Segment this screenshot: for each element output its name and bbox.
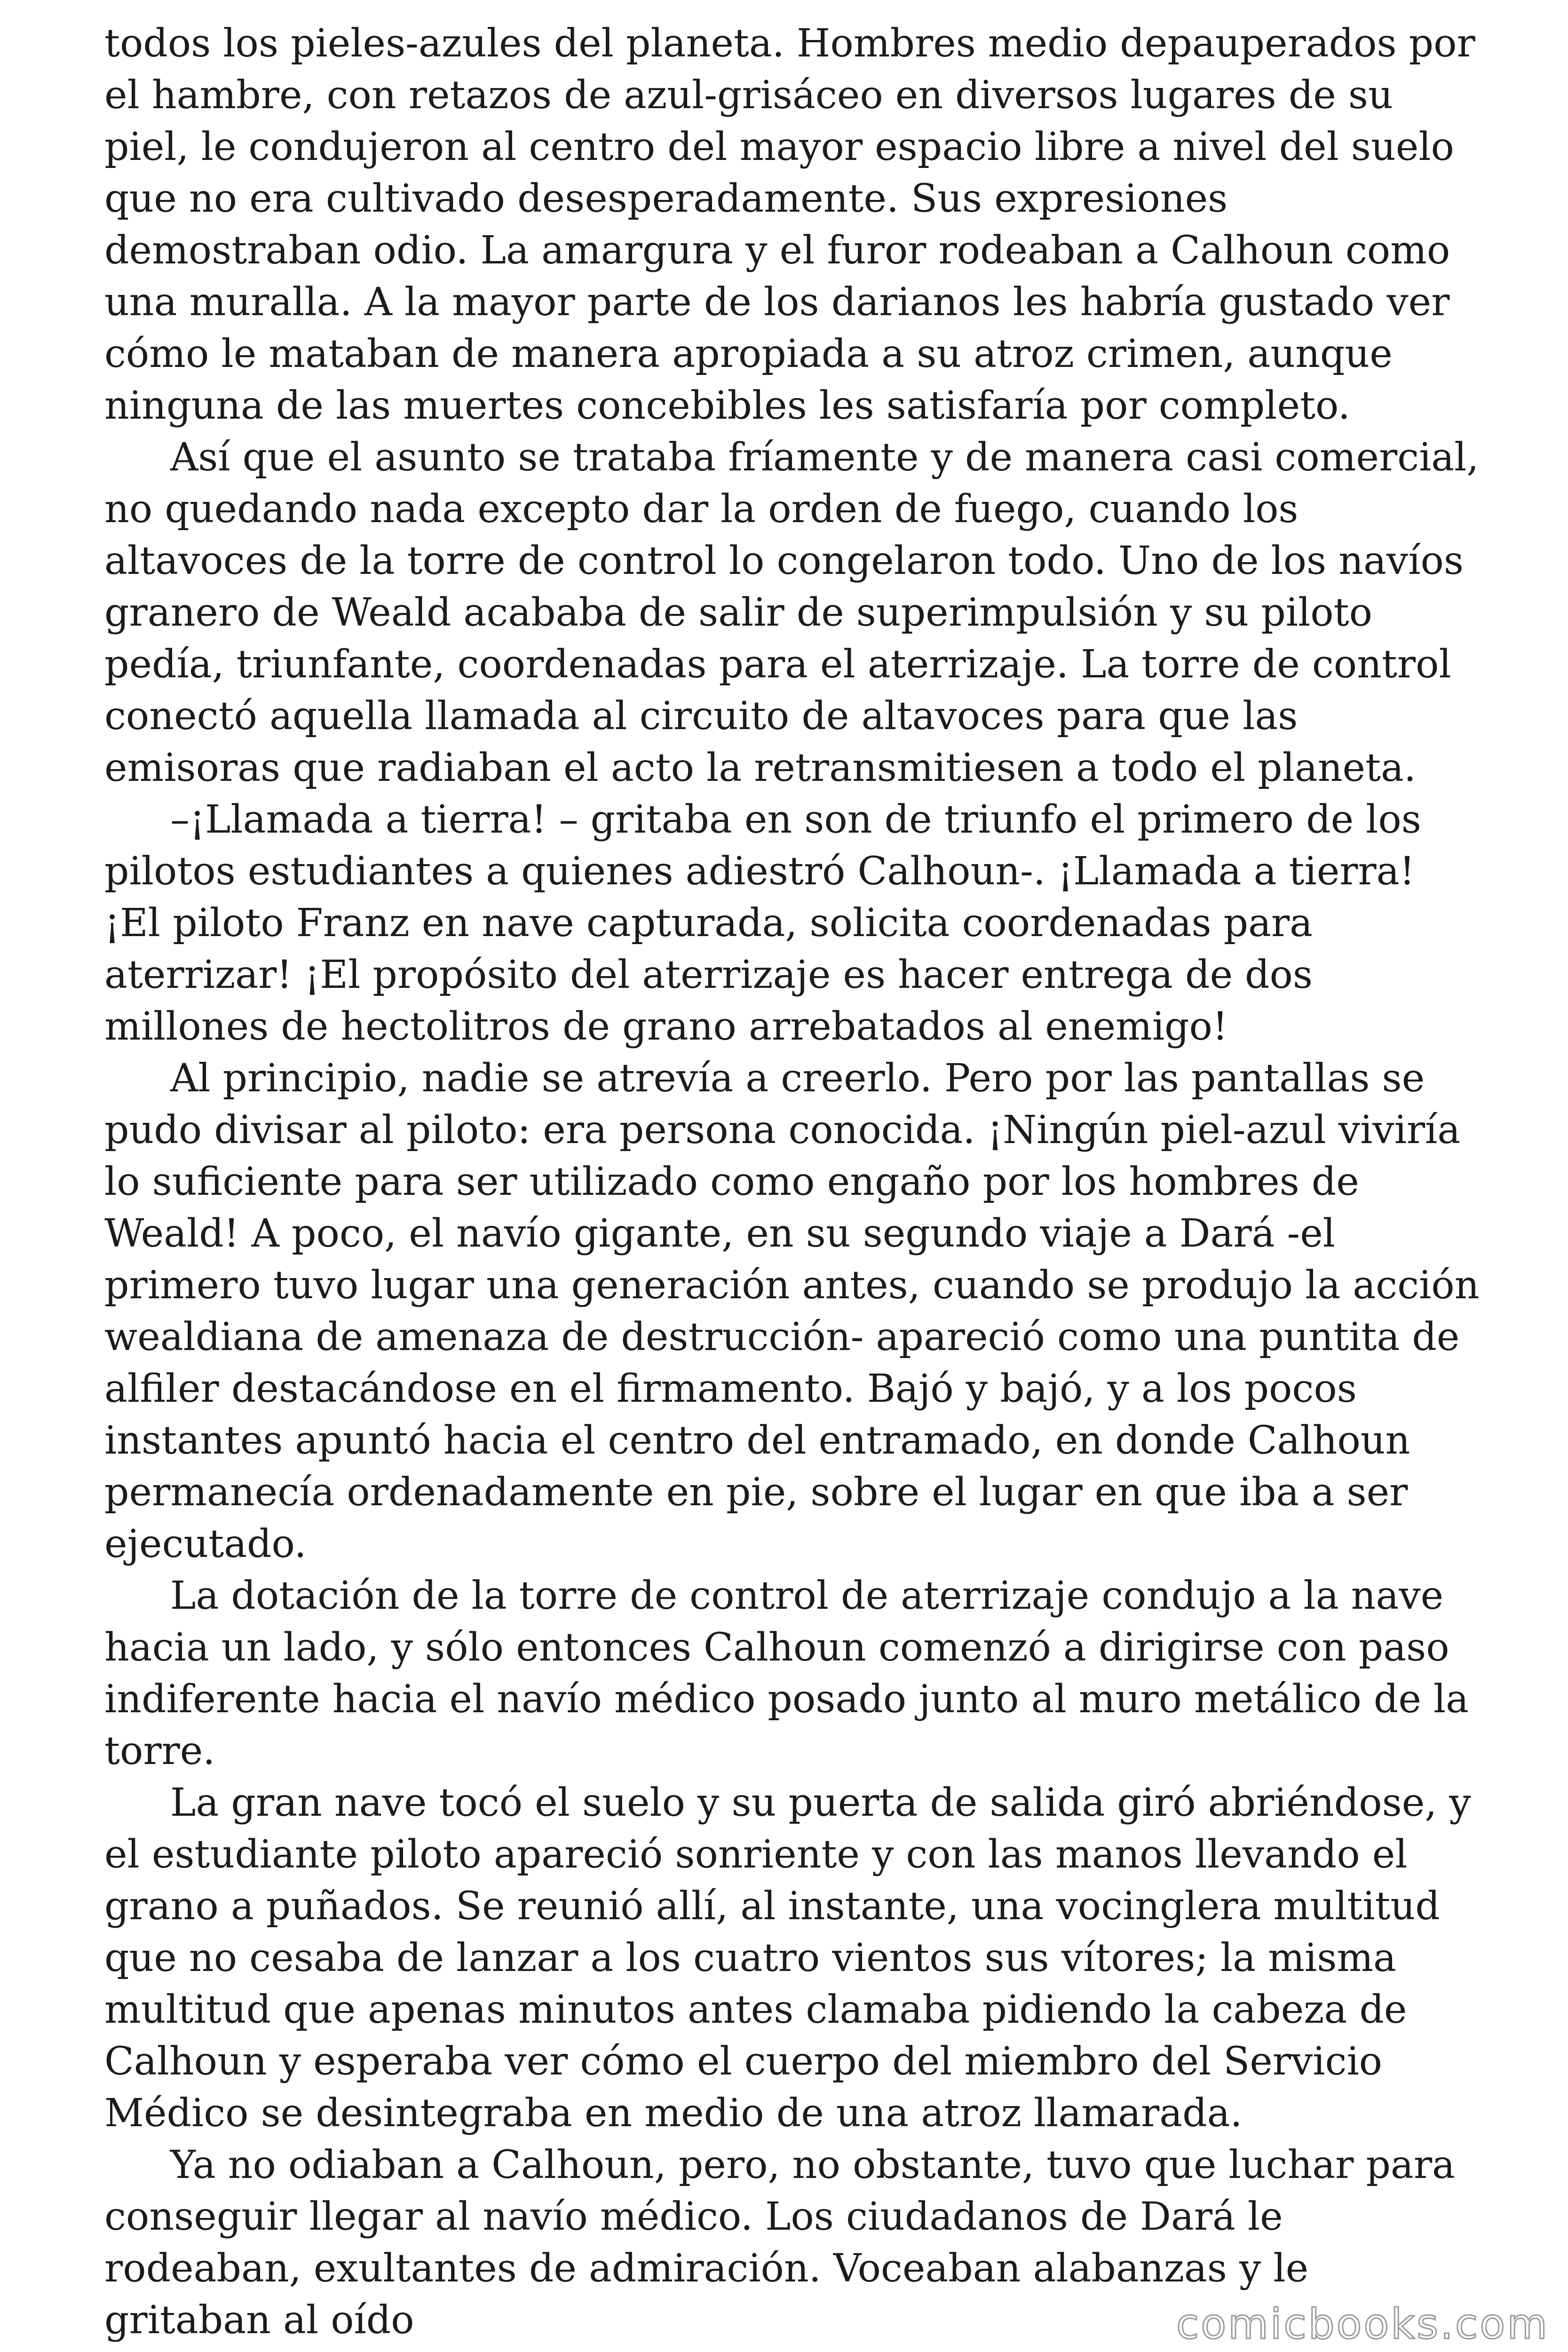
paragraph-1: todos los pieles-azules del planeta. Hombres medio depauperados por el hambre, con retazos de azul-grisáceo en diversos lugares de su piel, le condujeron al centro del mayor espacio libre a nivel del suelo que no era cultivado desesperadamente. Sus expresiones demostraban odio. La amargura y el furor rodeaban a Calhoun como una muralla. A la mayor parte de los darianos les habría gustado ver cómo le mataban de manera apropiada a su atroz crimen, aunque ninguna de las muertes concebibles les satisfaría por completo. bbox=[104, 21, 1475, 428]
paragraph-4: Al principio, nadie se atrevía a creerlo. Pero por las pantallas se pudo divisar al piloto: era persona conocida. ¡Ningún piel-azul viviría lo suficiente para ser utilizado como engaño por los hombres de Weald! A poco, el navío gigante, en su segundo viaje a Dará -el primero tuvo lugar una generación antes, cuando se produjo la acción wealdiana de amenaza de destrucción- apareció como una puntita de alfiler destacándose en el firmamento. Bajó y bajó, y a los pocos instantes apuntó hacia el centro del entramado, en donde Calhoun permanecía ordenadamente en pie, sobre el lugar en que iba a ser ejecutado. bbox=[104, 1056, 1480, 1566]
paragraph-5: La dotación de la torre de control de aterrizaje condujo a la nave hacia un lado, y sólo entonces Calhoun comenzó a dirigirse con paso indiferente hacia el navío médico posado junto al muro metálico de la torre. bbox=[104, 1573, 1469, 1773]
paragraph-7: Ya no odiaban a Calhoun, pero, no obstante, tuvo que luchar para conseguir llegar al navío médico. Los ciudadanos de Dará le rodeaban, exultantes de admiración. Voceaban alabanzas y le gritaban al oído bbox=[104, 2143, 1455, 2343]
body-text bbox=[104, 18, 1482, 2346]
paragraph-6: La gran nave tocó el suelo y su puerta de salida giró abriéndose, y el estudiante piloto apareció sonriente y con las manos llevando el grano a puñados. Se reunió allí, al instante, una vocinglera multitud que no cesaba de lanzar a los cuatro vientos sus vítores; la misma multitud que apenas minutos antes clamaba pidiendo la cabeza de Calhoun y esperaba ver cómo el cuerpo del miembro del Servicio Médico se desintegraba en medio de una atroz llamarada. bbox=[104, 1780, 1471, 2136]
paragraph-3: –¡Llamada a tierra! – gritaba en son de triunfo el primero de los pilotos estudiantes a quienes adiestró Calhoun-. ¡Llamada a tierra! ¡El piloto Franz en nave capturada, solicita coordenadas para aterrizar! ¡El propósito del aterrizaje es hacer entrega de dos millones de hectolitros de grano arrebatados al enemigo! bbox=[104, 797, 1421, 1049]
watermark-logo: comicbooks.com bbox=[1176, 2300, 1549, 2348]
paragraph-2: Así que el asunto se trataba fríamente y de manera casi comercial, no quedando nada excepto dar la orden de fuego, cuando los altavoces de la torre de control lo congelaron todo. Uno de los navíos granero de Weald acababa de salir de superimpulsión y su piloto pedía, triunfante, coordenadas para el aterrizaje. La torre de control conectó aquella llamada al circuito de altavoces para que las emisoras que radiaban el acto la retransmitiesen a todo el planeta. bbox=[104, 435, 1479, 790]
